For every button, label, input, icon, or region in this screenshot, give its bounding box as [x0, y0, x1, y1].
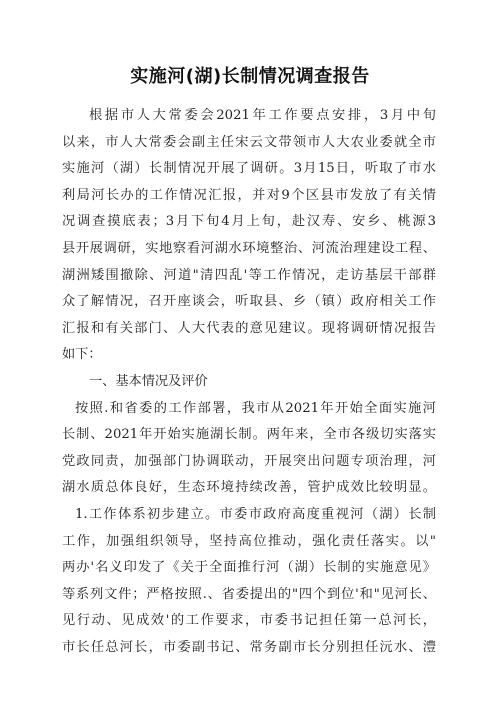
body-line-1: 根据市人大常委会2021年工作要点安排，3月中旬 [89, 108, 436, 123]
body-line-21: 市长任总河长，市委副书记、常务副市长分别担任沅水、澧 [62, 639, 436, 655]
section-heading-basic: 一、基本情况及评价 [89, 373, 208, 389]
body-line-19: 等系列文件；严格按照.、省委提出的"四个到位'和"见河长、 [62, 586, 436, 602]
document-body [62, 103, 436, 661]
body-line-18: 两办'名义印发了《关于全面推行河（湖）长制的实施意见》 [62, 560, 436, 576]
document-title: 实施河(湖)长制情况调查报告 [130, 66, 370, 87]
body-line-4: 利局河长办的工作情况汇报，并对9个区县市发放了有关情 [62, 187, 436, 203]
body-line-3: 实施河（湖）长制情况开展了调研。3月15日，听取了市水 [62, 161, 436, 177]
body-line-10: 如下： [62, 347, 102, 363]
body-line-6: 县开展调研，实地察看河湖水环境整治、河流治理建设工程、 [62, 240, 436, 256]
body-line-9: 汇报和有关部门、人大代表的意见建议。现将调研情况报告 [62, 320, 436, 336]
body-line-13: 长制、2021年开始实施湖长制。两年来，全市各级切实落实 [62, 427, 436, 443]
body-line-16: 1.工作体系初步建立。市委市政府高度重视河（湖）长制 [75, 506, 436, 522]
body-line-7: 湖洲矮围撤除、河道"清四乱'等工作情况，走访基层干部群 [62, 267, 436, 283]
body-line-8: 众了解情况，召开座谈会，听取县、乡（镇）政府相关工作 [62, 294, 436, 310]
body-line-20: 见行动、见成效'的工作要求，市委书记担任第一总河长， [62, 613, 436, 629]
body-line-12: 按照.和省委的工作部署，我市从2021年开始全面实施河 [75, 400, 436, 416]
body-line-2: 以来，市人大常委会副主任宋云文带领市人大农业委就全市 [62, 134, 436, 150]
body-line-15: 湖水质总体良好，生态环境持续改善，管护成效比较明显。 [62, 480, 436, 496]
body-line-17: 工作，加强组织领导，坚持高位推动，强化责任落实。以" [62, 533, 436, 549]
body-line-5: 况调查摸底表；3月下旬4月上旬，赴汉寿、安乡、桃源3 [62, 214, 436, 230]
body-line-14: 党政同责，加强部门协调联动，开展突出问题专项治理，河 [62, 453, 436, 469]
